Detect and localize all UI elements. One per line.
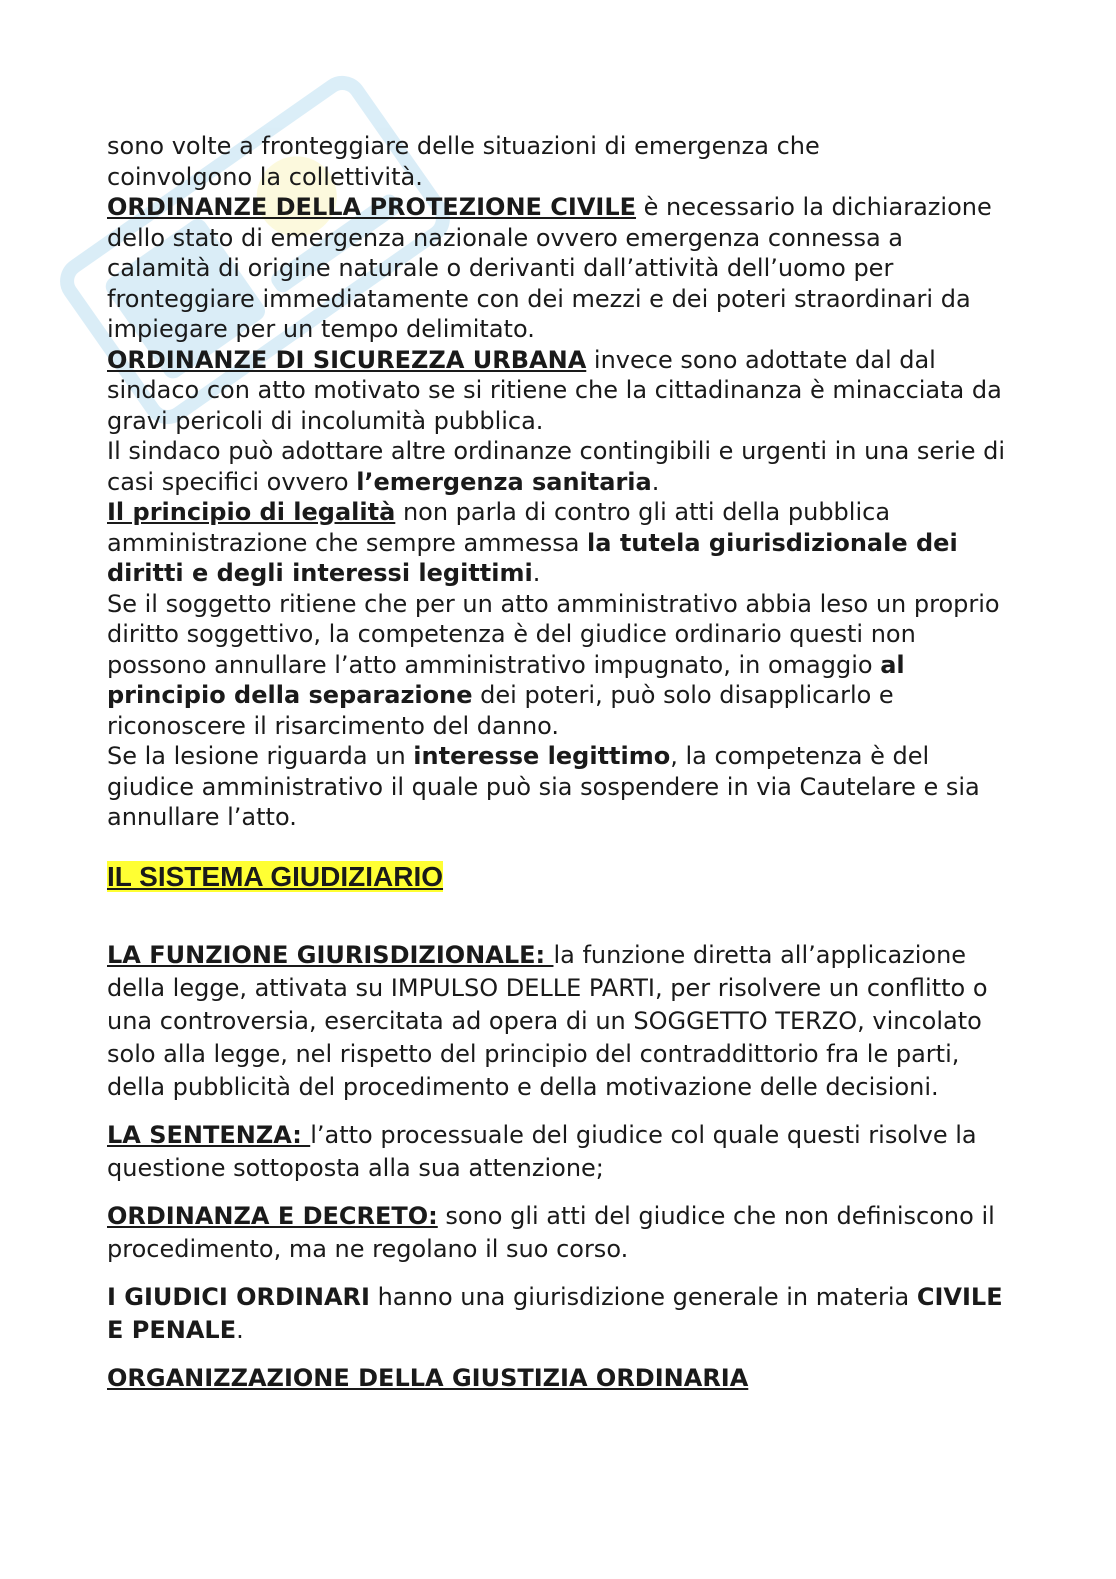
paragraph-giudici-ordinari [107,1281,1007,1347]
text-protezione-civile: è necessario la dichiarazione dello stato di emergenza nazionale ovvero emergenza connessa a calamità di origine naturale o derivanti dall’attività dell’uomo per fronteggiare immediatamente con dei mezzi e dei poteri straordinari da impiegare per un tempo delimitato. [107,193,992,343]
term-funzione-giurisdizionale: LA FUNZIONE GIURISDIZIONALE: [107,940,554,969]
paragraph-intro [107,131,1007,833]
text-diritto-soggettivo: Se il soggetto ritiene che per un atto amministrativo abbia leso un proprio diritto soggettivo, la competenza è del giudice ordinario questi non possono annullare l’atto amministrativo impugnato, in omaggio [107,589,1000,679]
term-ordinanza-decreto: ORDINANZA E DECRETO: [107,1201,438,1230]
period: . [236,1315,244,1344]
document-page [107,131,1007,1395]
heading-title: IL SISTEMA GIUDIZIARIO [107,860,444,892]
bold-separazione: al principio della separazione [107,650,905,709]
term-sicurezza-urbana: ORDINANZE DI SICUREZZA URBANA [107,345,587,374]
text-diritto-soggettivo-end: dei poteri, può solo disapplicarlo e riconoscere il risarcimento del danno. [107,681,894,740]
text-funzione-giurisdizionale: la funzione diretta all’applicazione della legge, attivata su IMPULSO DELLE PARTI, per risolvere un conflitto o una controversia, esercitata ad opera di un SOGGETTO TERZO, vincolato solo alla legge, nel rispetto del principio del contraddittorio fra le parti, della pubblicità del procedimento e della motivazione delle decisioni. [107,940,988,1101]
heading-organizzazione-giustizia: ORGANIZZAZIONE DELLA GIUSTIZIA ORDINARIA [107,1363,749,1392]
term-sentenza: LA SENTENZA: [107,1120,311,1149]
text-legalita: non parla di contro gli atti della pubblica amministrazione che sempre ammessa [107,498,891,557]
bold-interesse-legittimo: interesse legittimo [413,742,671,770]
intro-line-2: coinvolgono la collettività. [107,162,423,191]
bold-civile-penale: CIVILE E PENALE [107,1282,1003,1344]
term-principio-legalita: Il principio di legalità [107,498,396,526]
paragraph-sentenza [107,1119,1007,1185]
paragraph-organizzazione [107,1362,1007,1395]
text-interesse-legittimo-end: , la competenza è del giudice amministrativo il quale può sia sospendere in via Cautelare e sia annullare l’atto. [107,742,980,831]
term-protezione-civile: ORDINANZE DELLA PROTEZIONE CIVILE [107,193,637,221]
term-giudici-ordinari: I GIUDICI ORDINARI [107,1282,370,1311]
text-ordinanza-decreto: sono gli atti del giudice che non definiscono il procedimento, ma ne regolano il suo corso. [107,1201,995,1263]
period: . [651,467,660,496]
text-sicurezza-urbana: invece sono adottate dal dal sindaco con atto motivato se si ritiene che la cittadinanza è minacciata da gravi pericoli di incolumità pubblica. [107,345,1002,435]
paragraph-funzione-giurisdizionale [107,939,1007,1104]
text-giudici-ordinari: hanno una giurisdizione generale in materia [369,1282,917,1311]
bold-emergenza-sanitaria: l’emergenza sanitaria [356,467,652,496]
intro-line-1: sono volte a fronteggiare delle situazioni di emergenza che [107,132,820,160]
paragraph-ordinanza-decreto [107,1200,1007,1266]
text-interesse-legittimo: Se la lesione riguarda un [107,742,414,770]
text-sentenza: l’atto processuale del giudice col quale questi risolve la questione sottoposta alla sua attenzione; [107,1120,977,1182]
period: . [532,559,541,587]
text-sindaco: Il sindaco può adottare altre ordinanze contingibili e urgenti in una serie di casi specifici ovvero [107,437,1006,496]
section-heading-sistema-giudiziario [107,860,443,894]
bold-tutela-giurisdizionale: la tutela giurisdizionale dei diritti e degli interessi legittimi [107,528,958,587]
